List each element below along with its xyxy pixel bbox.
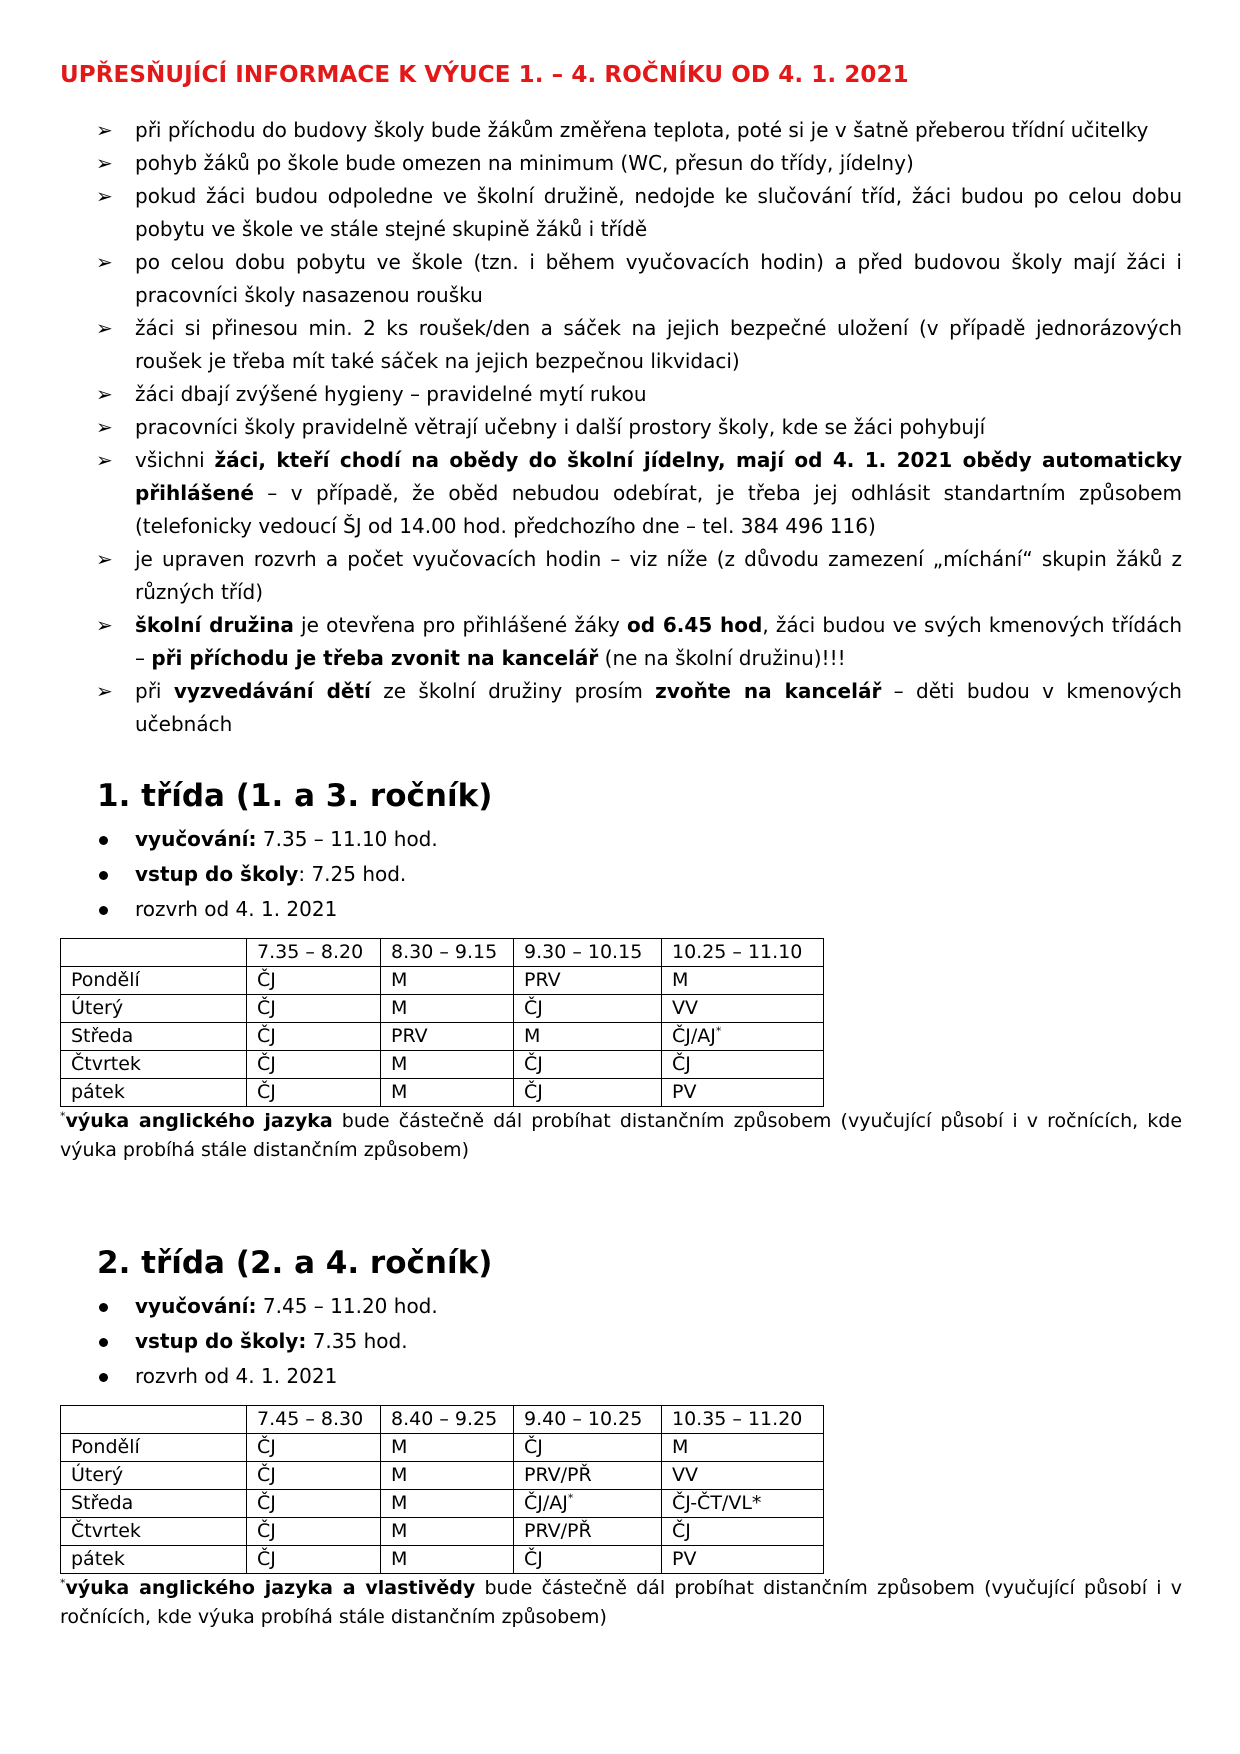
day-cell: Středa <box>61 1023 247 1051</box>
text-run: pohyb žáků po škole bude omezen na minimum (WC, přesun do třídy, jídelny) <box>135 151 914 175</box>
subject-cell: M <box>514 1023 662 1051</box>
subject-cell: ČJ <box>662 1518 824 1546</box>
bullet-dot-icon <box>99 836 108 845</box>
subject-cell: M <box>381 1079 514 1107</box>
info-item <box>60 543 1182 609</box>
subject-cell: ČJ <box>247 1462 381 1490</box>
subject-cell: M <box>381 1518 514 1546</box>
arrow-bullet-icon: ➢ <box>96 316 113 340</box>
bold-text: vstup do školy <box>135 862 299 886</box>
text-run: po celou dobu pobytu ve škole (tzn. i během vyučovacích hodin) a před budovou školy mají žáci i pracovníci školy nasazenou roušku <box>135 250 1182 307</box>
bullet-dot-icon <box>99 906 108 915</box>
time-slot-header: 8.40 – 9.25 <box>381 1406 514 1434</box>
subject-cell: PV <box>662 1079 824 1107</box>
bold-text: vyzvedávání dětí <box>173 679 371 703</box>
subject-cell: ČJ-ČT/VL* <box>662 1490 824 1518</box>
bold-text: zvoňte na kancelář <box>655 679 882 703</box>
info-item <box>60 147 1182 180</box>
arrow-bullet-icon: ➢ <box>96 547 113 571</box>
text-run: rozvrh od 4. 1. 2021 <box>135 1364 338 1388</box>
bold-text: školní družina <box>135 613 294 637</box>
subject-cell: M <box>662 1434 824 1462</box>
time-slot-header: 9.40 – 10.25 <box>514 1406 662 1434</box>
subject-cell: ČJ/AJ* <box>662 1023 824 1051</box>
subject-cell: M <box>381 995 514 1023</box>
table-header-row <box>61 939 824 967</box>
subject-cell: ČJ <box>247 1023 381 1051</box>
subject-cell: M <box>381 967 514 995</box>
table-row <box>61 1434 824 1462</box>
info-list <box>60 114 1182 741</box>
bullet-dot-icon <box>99 1303 108 1312</box>
subject-cell: ČJ <box>247 1546 381 1574</box>
arrow-bullet-icon: ➢ <box>96 448 113 472</box>
text-run: žáci dbají zvýšené hygieny – pravidelné mytí rukou <box>135 382 647 406</box>
day-cell: Středa <box>61 1490 247 1518</box>
arrow-bullet-icon: ➢ <box>96 613 113 637</box>
subject-cell: M <box>381 1051 514 1079</box>
arrow-bullet-icon: ➢ <box>96 118 113 142</box>
text-run: ze školní družiny prosím <box>370 679 656 703</box>
subject-cell: M <box>381 1546 514 1574</box>
table-header-row <box>61 1406 824 1434</box>
day-cell: Pondělí <box>61 1434 247 1462</box>
subject-cell: ČJ/AJ* <box>514 1490 662 1518</box>
bold-text: žáci, kteří chodí na obědy do školní jídelny, mají od 4. 1. 2021 obědy automaticky přihlášené <box>135 448 1183 505</box>
info-item <box>60 180 1182 246</box>
bullet-dot-icon <box>99 1338 108 1347</box>
table-row <box>61 1490 824 1518</box>
arrow-bullet-icon: ➢ <box>96 679 113 703</box>
table-row <box>61 995 824 1023</box>
text-run: při <box>135 679 174 703</box>
info-item <box>60 411 1182 444</box>
text-run: při příchodu do budovy školy bude žákům změřena teplota, poté si je v šatně přeberou třídní učitelky <box>135 118 1149 142</box>
text-run: pokud žáci budou odpoledne ve školní družině, nedojde ke slučování tříd, žáci budou po celou dobu pobytu ve škole ve stále stejné skupině žáků i třídě <box>135 184 1182 241</box>
text-run: je otevřena pro přihlášené žáky <box>293 613 628 637</box>
subject-cell: M <box>662 967 824 995</box>
subject-cell: ČJ <box>247 995 381 1023</box>
subject-cell: VV <box>662 995 824 1023</box>
subject-cell: ČJ <box>247 1490 381 1518</box>
document-title: UPŘESŇUJÍCÍ INFORMACE K VÝUCE 1. – 4. ROČNÍKU OD 4. 1. 2021 <box>60 62 909 88</box>
header-corner-cell <box>61 1406 247 1434</box>
info-item <box>60 378 1182 411</box>
table-row <box>61 1051 824 1079</box>
subject-cell: ČJ <box>247 1518 381 1546</box>
text-run: rozvrh od 4. 1. 2021 <box>135 897 338 921</box>
time-slot-header: 7.35 – 8.20 <box>247 939 381 967</box>
text-run: (ne na školní družinu)!!! <box>598 646 846 670</box>
header-corner-cell <box>61 939 247 967</box>
text-run: 7.35 hod. <box>306 1329 408 1353</box>
text-run: – v případě, že oběd nebudou odebírat, je třeba jej odhlásit standartním způsobem (telefonicky vedoucí ŠJ od 14.00 hod. předchozího dne – tel. 384 496 116) <box>135 481 1182 538</box>
footnote-marker: * <box>60 1109 66 1123</box>
footnote-marker: * <box>715 1024 722 1038</box>
text-run: 7.35 – 11.10 hod. <box>256 827 438 851</box>
class-2-schedule-table <box>60 1405 824 1574</box>
bullet-dot-icon <box>99 1373 108 1382</box>
time-slot-header: 10.25 – 11.10 <box>662 939 824 967</box>
bold-text: od 6.45 hod <box>627 613 763 637</box>
subject-cell: ČJ <box>247 1051 381 1079</box>
text-run: žáci si přinesou min. 2 ks roušek/den a sáček na jejich bezpečné uložení (v případě jednorázových roušek je třeba mít také sáček na jejich bezpečnou likvidaci) <box>135 316 1182 373</box>
time-slot-header: 9.30 – 10.15 <box>514 939 662 967</box>
subject-cell: ČJ <box>662 1051 824 1079</box>
arrow-bullet-icon: ➢ <box>96 250 113 274</box>
time-slot-header: 8.30 – 9.15 <box>381 939 514 967</box>
subject-cell: ČJ <box>514 995 662 1023</box>
text-run: – děti budou v kmenových učebnách <box>135 679 1182 736</box>
subject-cell: PRV <box>514 967 662 995</box>
text-run: bude částečně dál probíhat distančním způsobem (vyučující působí i v ročnících, kde výuka probíhá stále distančním způsobem) <box>60 1577 1183 1628</box>
class-detail-item <box>60 892 760 927</box>
info-item <box>60 312 1182 378</box>
class-2-details <box>60 1289 760 1394</box>
subject-cell: PRV <box>381 1023 514 1051</box>
class-detail-item <box>60 857 760 892</box>
text-run: bude částečně dál probíhat distančním způsobem (vyučující působí i v ročnících, kde výuka probíhá stále distančním způsobem) <box>60 1110 1183 1161</box>
time-slot-header: 10.35 – 11.20 <box>662 1406 824 1434</box>
day-cell: pátek <box>61 1546 247 1574</box>
arrow-bullet-icon: ➢ <box>96 151 113 175</box>
info-item <box>60 444 1182 543</box>
class-1-details <box>60 822 760 927</box>
class-1-heading: 1. třída (1. a 3. ročník) <box>97 778 493 814</box>
text-run: pracovníci školy pravidelně větrají učebny i další prostory školy, kde se žáci pohybují <box>135 415 986 439</box>
bold-text: vyučování: <box>135 1294 257 1318</box>
subject-cell: PRV/PŘ <box>514 1462 662 1490</box>
text-run: je upraven rozvrh a počet vyučovacích hodin – viz níže (z důvodu zamezení „míchání“ skupin žáků z různých tříd) <box>135 547 1182 604</box>
class-2-heading: 2. třída (2. a 4. ročník) <box>97 1245 493 1281</box>
table-row <box>61 1462 824 1490</box>
class-detail-item <box>60 822 760 857</box>
info-item <box>60 114 1182 147</box>
day-cell: Úterý <box>61 1462 247 1490</box>
subject-cell: PRV/PŘ <box>514 1518 662 1546</box>
bullet-dot-icon <box>99 871 108 880</box>
table-row <box>61 1079 824 1107</box>
bold-text: vstup do školy: <box>135 1329 307 1353</box>
subject-cell: M <box>381 1462 514 1490</box>
table-row <box>61 1518 824 1546</box>
class-detail-item <box>60 1359 760 1394</box>
bold-text: výuka anglického jazyka a vlastivědy <box>65 1577 476 1599</box>
text-run: všichni <box>135 448 215 472</box>
time-slot-header: 7.45 – 8.30 <box>247 1406 381 1434</box>
arrow-bullet-icon: ➢ <box>96 415 113 439</box>
text-run: 7.45 – 11.20 hod. <box>256 1294 438 1318</box>
subject-cell: ČJ <box>247 1434 381 1462</box>
table-row <box>61 1023 824 1051</box>
table-row <box>61 1546 824 1574</box>
arrow-bullet-icon: ➢ <box>96 382 113 406</box>
bold-text: vyučování: <box>135 827 257 851</box>
subject-cell: ČJ <box>247 1079 381 1107</box>
class-2-footnote <box>60 1574 1182 1632</box>
text-run: , žáci budou ve svých kmenových třídách – <box>135 613 1183 670</box>
subject-cell: PV <box>662 1546 824 1574</box>
day-cell: Úterý <box>61 995 247 1023</box>
footnote-marker: * <box>567 1491 574 1505</box>
subject-cell: ČJ <box>514 1546 662 1574</box>
subject-cell: VV <box>662 1462 824 1490</box>
subject-cell: ČJ <box>514 1434 662 1462</box>
class-detail-item <box>60 1324 760 1359</box>
arrow-bullet-icon: ➢ <box>96 184 113 208</box>
subject-cell: M <box>381 1434 514 1462</box>
info-item <box>60 246 1182 312</box>
footnote-marker: * <box>60 1576 66 1590</box>
class-detail-item <box>60 1289 760 1324</box>
subject-cell: ČJ <box>514 1051 662 1079</box>
table-row <box>61 967 824 995</box>
day-cell: Pondělí <box>61 967 247 995</box>
day-cell: pátek <box>61 1079 247 1107</box>
info-item <box>60 675 1182 741</box>
subject-cell: M <box>381 1490 514 1518</box>
class-1-footnote <box>60 1107 1182 1165</box>
subject-cell: ČJ <box>514 1079 662 1107</box>
subject-cell: ČJ <box>247 967 381 995</box>
info-item <box>60 609 1182 675</box>
class-1-schedule-table <box>60 938 824 1107</box>
bold-text: při příchodu je třeba zvonit na kancelář <box>151 646 599 670</box>
text-run: : 7.25 hod. <box>298 862 407 886</box>
day-cell: Čtvrtek <box>61 1051 247 1079</box>
bold-text: výuka anglického jazyka <box>65 1110 333 1132</box>
day-cell: Čtvrtek <box>61 1518 247 1546</box>
